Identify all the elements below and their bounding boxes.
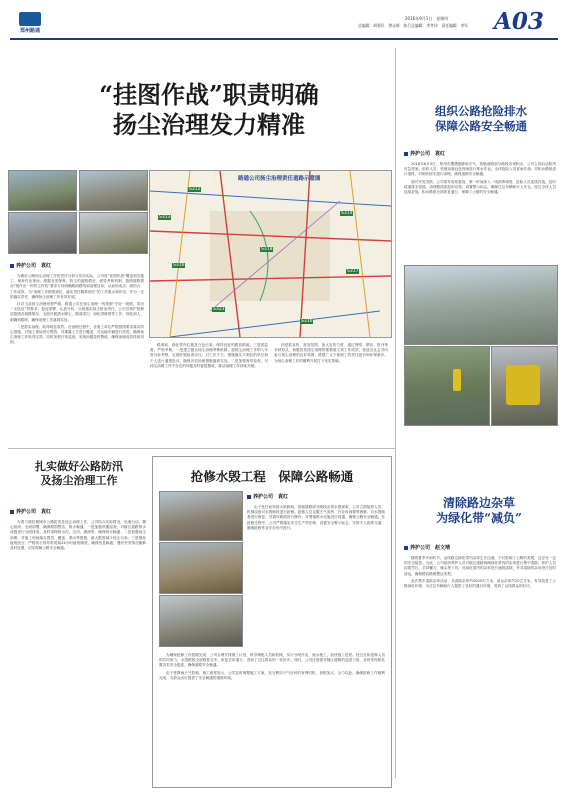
right-top-title bbox=[406, 104, 556, 134]
flood-photo-2 bbox=[404, 346, 490, 426]
main-photo-1 bbox=[8, 170, 77, 211]
flood-photo-1 bbox=[404, 265, 558, 345]
pump-machine bbox=[506, 365, 540, 405]
paragraph: 为着力做好做城市公路防汛及扬尘治理工作，公司结合实际情况，迅速行动，精心组织，全面部署，确保路面整洁、排水畅通。一是加强汛期巡查，对辖区道路排水设施进行全面排查，及时清理排水沟、边沟、涵洞等，确保排水畅通；二是加强扬尘治理，对施工现场落实围挡、覆盖、洒水等措施，最大限度减少扬尘污染；三是强化值班值守，严格执行领导带班和24小时值班制度，确保信息畅通，遇有突发情况能够及时处置，切实保障公路安全畅通。 bbox=[10, 520, 146, 551]
byline-marker-icon bbox=[404, 546, 408, 550]
map-label: S313 bbox=[159, 215, 171, 220]
logo-text: 郑州路通 bbox=[19, 28, 40, 34]
responsibility-map bbox=[149, 170, 392, 338]
date-line: 2016年9月1日 星期四 bbox=[405, 16, 449, 21]
map-label: S317 bbox=[347, 269, 359, 274]
right-top-title-line2: 保障公路安全畅通 bbox=[435, 119, 527, 133]
header-rule bbox=[10, 38, 558, 40]
map-label: S314 bbox=[341, 211, 353, 216]
map-label: S323 bbox=[213, 307, 225, 312]
center-bottom-text-right bbox=[247, 505, 385, 649]
worker-figure bbox=[453, 369, 461, 391]
left-bottom-text bbox=[10, 520, 146, 790]
main-text-col1 bbox=[10, 274, 144, 346]
byline-marker-icon bbox=[10, 264, 14, 268]
main-photo-3 bbox=[8, 212, 77, 254]
right-top-text bbox=[404, 162, 556, 195]
repair-photo-3 bbox=[159, 595, 243, 647]
left-bottom-title-line1: 扎实做好公路防汛 bbox=[35, 460, 123, 473]
center-bottom-text-lower bbox=[159, 653, 385, 781]
main-text-col2 bbox=[150, 343, 268, 369]
paragraph: 路面积、绿化带内垃圾及白色污染，保持良好的路容路貌。三是抓监督，严格考核。一是建立健全扬尘治理考核机制，将扬尘治理工作纳入年度目标考核，定期开展检查评比，对工作不力、措施落实不到位的单位和个人进行通报批评，确保各项治理措施落到实处。二是加强督导检查，对扬尘治理工作中存在的问题及时督促整改，推动治理工作持续开展。 bbox=[150, 343, 268, 368]
paragraph: 由于受日前持续大雨影响，管辖道路部分路段出现水毁现象，公司立即组织人员、机械设备对水毁路段进行抢修。抢修人员克服天气炎热、作业时间紧等困难，对水毁路基进行修复，对损坏路面进行修补，对堵塞排水设施进行疏通，确保公路安全畅通。在抢修过程中，公司严格落实安全生产责任制，设置安全警示标志，安排专人指挥交通，确保抢修作业安全有序进行。 bbox=[247, 505, 385, 530]
right-bottom-title-line2: 为绿化带“减负” bbox=[436, 511, 522, 525]
right-bottom-byline: 养护公司 赵文靖 bbox=[404, 544, 450, 551]
flood-photo-3 bbox=[491, 346, 558, 426]
center-bottom-title: 抢修水毁工程 保障公路畅通 bbox=[190, 469, 354, 484]
paragraph: 随着夏季多雨时节，沿线路边绿化带内杂草生长迅速，不仅影响了公路的美观，还存在一定的安全隐患。为此，公司组织养护人员对辖区道路两侧绿化带内的杂草进行集中清除。养护人员顶着烈日，手持镰刀、锄头等工具，对绿化带内的杂草进行逐段清除，并对清除的杂草进行及时清运，确保路容路貌整洁美观。 bbox=[404, 556, 556, 576]
byline-marker-icon bbox=[247, 495, 251, 499]
byline-marker-icon bbox=[404, 152, 408, 156]
paragraph: 面对突发汛情，公司领导高度重视，第一时间深入一线指挥调度，抢险人员连续作战，及时疏通排水管道，清理路面淤泥和杂物，设置警示标志，确保过往车辆和行人安全。经过全体人员连续奋战，积水路段全部恢复通行，保障了公路的安全畅通。 bbox=[404, 179, 556, 195]
paragraph: 此次集中清除杂草活动，共清除杂草约5000平方米，清运杂草约20立方米，有效改善了公路绿化环境，为过往车辆和行人提供了良好的通行环境，受到了沿线群众的好评。 bbox=[404, 578, 556, 589]
paragraph: 四是抓宣传，营造氛围。加大宣传力度，通过网络、微信、报刊等多种形式，积极宣传扬尘治理的重要意义和工作成效，营造全社会共同参与扬尘治理的良好氛围，增强广大干部职工的责任意识和环保意识，为扬尘治理工作的顺利开展打下坚实基础。 bbox=[274, 343, 388, 363]
paragraph: 2016年8月5日，郑州市遭遇强降雨天气，管辖道路部分路段出现积水，公司立即启动防汛应急预案，组织人员、机械设备赶赴现场进行排水作业。全体抢险人员冒雨作战，对积水路段进行抽排，对倒伏树木进行清理，确保道路安全畅通。 bbox=[404, 162, 556, 177]
map-label: S312 bbox=[189, 187, 201, 192]
main-photo-2 bbox=[79, 170, 148, 211]
left-bottom-byline: 养护公司 袁红 bbox=[10, 508, 51, 515]
paragraph: 由于受降雨天气影响，施工难度较大，公司及时调整施工方案，充分利用天气好转的有利时机，加班加点，全力以赴，确保抢修工作顺利完成，为群众出行提供了安全畅通的道路环境。 bbox=[159, 670, 385, 680]
paragraph: 为确保抢修工作按期完成，公司合理安排施工计划，科学调配人员和机械，实行分段作业、流水施工，加快施工进度。经过全体抢修人员的共同努力，水毁路段全部修复完毕，恢复正常通行，得到了过往群众的一致好评。同时，公司还加强对辖区道路的巡查力度，及时发现和处置各类安全隐患，确保道路安全畅通。 bbox=[159, 653, 385, 668]
center-bottom-byline: 养护公司 袁红 bbox=[247, 493, 288, 500]
masthead bbox=[10, 10, 558, 42]
paragraph: 针对当前扬尘治理形势严峻，路通公司在扬尘治理一线按照“守好一段路，带出一支队伍”的要求，提前部署，认真分析，分段落实扬尘防治责任，公司各养护管理站按照各段路情况，全面开展洒水降尘、路面清扫、绿化带修剪等工作，细化到人，明确到路段，确保治理工作落到实处。 bbox=[10, 302, 144, 322]
main-photo-4 bbox=[79, 212, 148, 254]
map-title: 路通公司扬尘治理责任道路示意图 bbox=[238, 176, 321, 182]
right-bottom-title bbox=[402, 496, 556, 526]
editors-line: 总编辑：胡勇民 徐永辉 执行总编辑：李孝伟 责任编辑：李军 bbox=[358, 23, 469, 28]
main-title-line1: “挂图作战”职责明确 bbox=[99, 80, 319, 109]
logo bbox=[10, 12, 50, 36]
right-bottom-text bbox=[404, 556, 556, 786]
right-bottom-title-line1: 清除路边杂草 bbox=[442, 496, 515, 510]
repair-photo-2 bbox=[159, 542, 243, 594]
logo-icon bbox=[19, 12, 41, 26]
right-top-byline: 养护公司 袁红 bbox=[404, 150, 445, 157]
right-column-divider bbox=[395, 48, 396, 778]
main-text-col3 bbox=[274, 343, 388, 364]
map-label: S316 bbox=[173, 263, 185, 268]
paragraph: 二是抓实治理，取得明显成效。在治理过程中，各施工单位严格按照要求落实防尘措施，对施工现场进行围挡，对裸露土方进行覆盖，对运输车辆进行冲洗，确保扬尘治理工作取得实效。同时加强日常巡查，发现问题及时整改，确保治理成效持续巩固。 bbox=[10, 324, 144, 345]
right-top-title-line1: 组织公路抢险排水 bbox=[435, 104, 527, 118]
main-title bbox=[64, 80, 354, 140]
center-box bbox=[152, 456, 392, 788]
map-label: S318 bbox=[261, 247, 273, 252]
left-bottom-title-line2: 及扬尘治理工作 bbox=[40, 474, 118, 487]
left-bottom-title bbox=[10, 460, 148, 488]
paragraph: 为做好公路扬尘治理工作的责任分析与布局实际，公司将“挂图作战”覆盖到各施工、保养作业现场，根据各类保养、防尘的道路情况，借导考核机制，按照道路情况“就作出一份防尘作档”要求方向明确路段路线和治理目标，从而形成点、面结合、工作成效，为“治理工作精准到位，落实责任精准到位”的工作重点和作用，作为一定的落实责任，确保扬尘治理工作有效开展。 bbox=[10, 274, 144, 299]
repair-photo-1 bbox=[159, 491, 243, 541]
map-label: S316 bbox=[301, 319, 313, 324]
byline-marker-icon bbox=[10, 510, 14, 514]
section-divider bbox=[8, 448, 395, 449]
main-title-line2: 扬尘治理发力精准 bbox=[113, 110, 305, 139]
map-roads bbox=[150, 171, 391, 337]
main-byline: 养护公司 袁红 bbox=[10, 262, 51, 269]
page-code: A03 bbox=[494, 8, 544, 35]
